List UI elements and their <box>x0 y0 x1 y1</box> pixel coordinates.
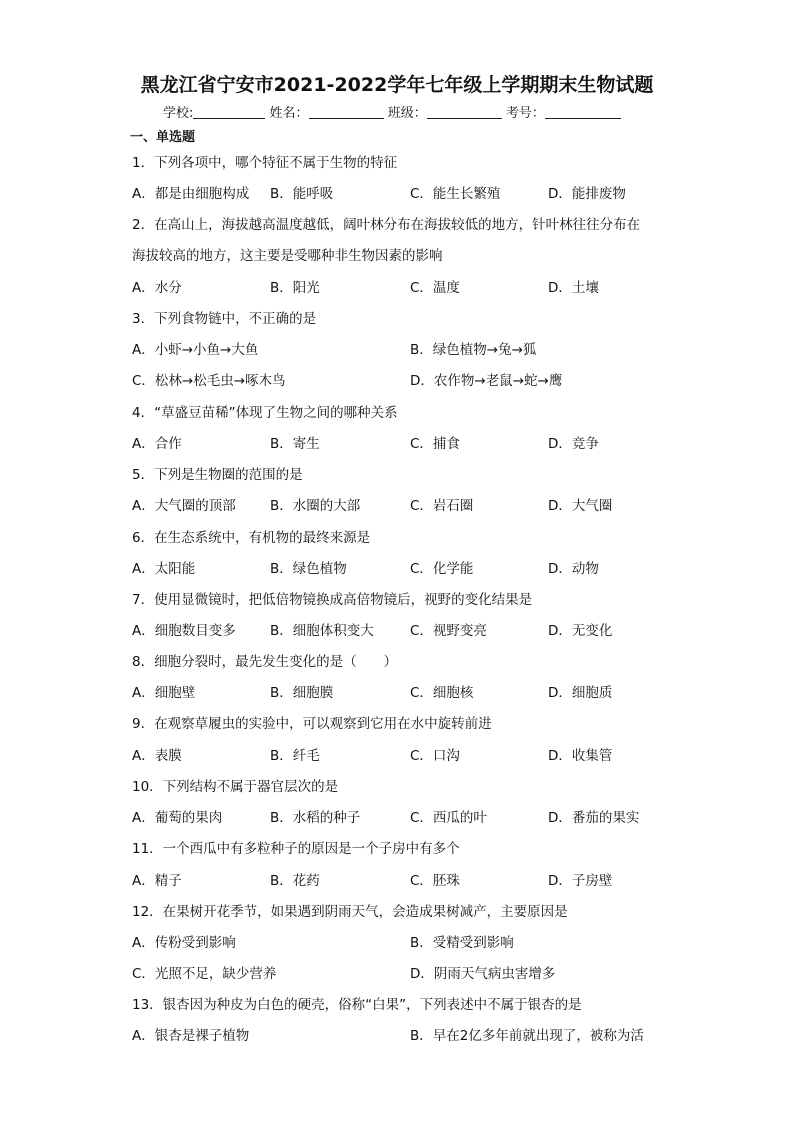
option-d[interactable]: D．阴雨天气病虫害增多 <box>410 966 556 982</box>
option-c[interactable]: C．化学能 <box>410 561 474 577</box>
question-3-options-row2 <box>132 369 672 387</box>
option-a[interactable]: A．细胞数目变多 <box>132 623 236 639</box>
question-12-stem: 12．在果树开花季节，如果遇到阴雨天气，会造成果树减产，主要原因是 <box>132 904 568 920</box>
option-a[interactable]: A．传粉受到影响 <box>132 935 236 951</box>
option-a[interactable]: A．水分 <box>132 280 182 296</box>
option-c[interactable]: C．胚珠 <box>410 873 460 889</box>
name-label: 姓名： <box>269 106 309 121</box>
option-b[interactable]: B．早在2亿多年前就出现了，被称为活 <box>410 1028 644 1044</box>
option-d[interactable]: D．大气圈 <box>548 498 613 514</box>
question-5-options <box>132 494 672 512</box>
question-13-stem: 13．银杏因为种皮为白色的硬壳，俗称“白果”，下列表述中不属于银杏的是 <box>132 997 582 1013</box>
option-d[interactable]: D．番茄的果实 <box>548 810 640 826</box>
option-d[interactable]: D．能排废物 <box>548 186 626 202</box>
question-6-options <box>132 557 672 575</box>
option-d[interactable]: D．竞争 <box>548 436 599 452</box>
section-heading: 一、单选题 <box>130 130 196 145</box>
name-blank[interactable] <box>309 106 384 119</box>
option-b[interactable]: B．水稻的种子 <box>270 810 361 826</box>
question-9-stem: 9．在观察草履虫的实验中，可以观察到它用在水中旋转前进 <box>132 716 492 732</box>
class-blank[interactable] <box>427 106 502 119</box>
student-info-line <box>163 102 621 121</box>
option-d[interactable]: D．细胞质 <box>548 685 613 701</box>
option-a[interactable]: A．葡萄的果肉 <box>132 810 223 826</box>
option-c[interactable]: C．松林→松毛虫→啄木鸟 <box>132 373 286 389</box>
option-b[interactable]: B．花药 <box>270 873 320 889</box>
question-11-stem: 11．一个西瓜中有多粒种子的原因是一个子房中有多个 <box>132 841 460 857</box>
option-d[interactable]: D．动物 <box>548 561 599 577</box>
option-a[interactable]: A．合作 <box>132 436 182 452</box>
option-b[interactable]: B．细胞体积变大 <box>270 623 374 639</box>
option-d[interactable]: D．收集管 <box>548 748 613 764</box>
question-4-options <box>132 432 672 450</box>
question-12-options-row2 <box>132 962 672 980</box>
option-a[interactable]: A．太阳能 <box>132 561 196 577</box>
option-b[interactable]: B．受精受到影响 <box>410 935 514 951</box>
option-c[interactable]: C．温度 <box>410 280 460 296</box>
question-4-stem: 4．“草盛豆苗稀”体现了生物之间的哪种关系 <box>132 405 398 421</box>
option-d[interactable]: D．农作物→老鼠→蛇→鹰 <box>410 373 563 389</box>
option-b[interactable]: B．细胞膜 <box>270 685 334 701</box>
question-7-stem: 7．使用显微镜时，把低倍物镜换成高倍物镜后，视野的变化结果是 <box>132 592 533 608</box>
question-9-options <box>132 744 672 762</box>
option-b[interactable]: B．寄生 <box>270 436 320 452</box>
option-a[interactable]: A．大气圈的顶部 <box>132 498 236 514</box>
option-d[interactable]: D．土壤 <box>548 280 599 296</box>
option-c[interactable]: C．岩石圈 <box>410 498 474 514</box>
question-11-options <box>132 869 672 887</box>
question-12-options-row1 <box>132 931 672 949</box>
option-a[interactable]: A．银杏是裸子植物 <box>132 1028 250 1044</box>
class-label: 班级： <box>387 106 427 121</box>
page-title: 黑龙江省宁安市2021-2022学年七年级上学期期末生物试题 <box>140 74 654 96</box>
option-a[interactable]: A．小虾→小鱼→大鱼 <box>132 342 259 358</box>
option-c[interactable]: C．光照不足，缺少营养 <box>132 966 277 982</box>
school-blank[interactable] <box>193 106 265 119</box>
option-d[interactable]: D．子房壁 <box>548 873 613 889</box>
option-c[interactable]: C．捕食 <box>410 436 460 452</box>
option-b[interactable]: B．水圈的大部 <box>270 498 361 514</box>
option-b[interactable]: B．能呼吸 <box>270 186 334 202</box>
option-c[interactable]: C．口沟 <box>410 748 460 764</box>
question-2-stem-line2: 海拔较高的地方，这主要是受哪种非生物因素的影响 <box>132 248 443 264</box>
school-label: 学校: <box>163 106 194 121</box>
question-6-stem: 6．在生态系统中，有机物的最终来源是 <box>132 530 371 546</box>
question-7-options <box>132 619 672 637</box>
question-8-stem: 8．细胞分裂时，最先发生变化的是（ ） <box>132 654 398 670</box>
option-c[interactable]: C．细胞核 <box>410 685 474 701</box>
option-b[interactable]: B．绿色植物→兔→狐 <box>410 342 537 358</box>
question-2-stem-line1: 2．在高山上，海拔越高温度越低，阔叶林分布在海拔较低的地方，针叶林往往分布在 <box>132 217 641 233</box>
question-3-stem: 3．下列食物链中，不正确的是 <box>132 311 317 327</box>
question-1-options <box>132 182 672 200</box>
option-c[interactable]: C．视野变亮 <box>410 623 487 639</box>
question-1-stem: 1．下列各项中，哪个特征不属于生物的特征 <box>132 155 398 171</box>
option-b[interactable]: B．绿色植物 <box>270 561 347 577</box>
question-13-options-row1 <box>132 1024 672 1042</box>
question-8-options <box>132 681 672 699</box>
option-c[interactable]: C．西瓜的叶 <box>410 810 487 826</box>
question-2-options <box>132 276 672 294</box>
option-d[interactable]: D．无变化 <box>548 623 613 639</box>
question-5-stem: 5．下列是生物圈的范围的是 <box>132 467 303 483</box>
question-10-stem: 10．下列结构不属于器官层次的是 <box>132 779 339 795</box>
option-a[interactable]: A．都是由细胞构成 <box>132 186 250 202</box>
option-a[interactable]: A．细胞壁 <box>132 685 196 701</box>
question-10-options <box>132 806 672 824</box>
option-c[interactable]: C．能生长繁殖 <box>410 186 501 202</box>
number-blank[interactable] <box>545 106 621 119</box>
question-3-options-row1 <box>132 338 672 356</box>
option-b[interactable]: B．纤毛 <box>270 748 320 764</box>
option-a[interactable]: A．精子 <box>132 873 182 889</box>
number-label: 考号： <box>505 106 545 121</box>
option-b[interactable]: B．阳光 <box>270 280 320 296</box>
option-a[interactable]: A．表膜 <box>132 748 182 764</box>
